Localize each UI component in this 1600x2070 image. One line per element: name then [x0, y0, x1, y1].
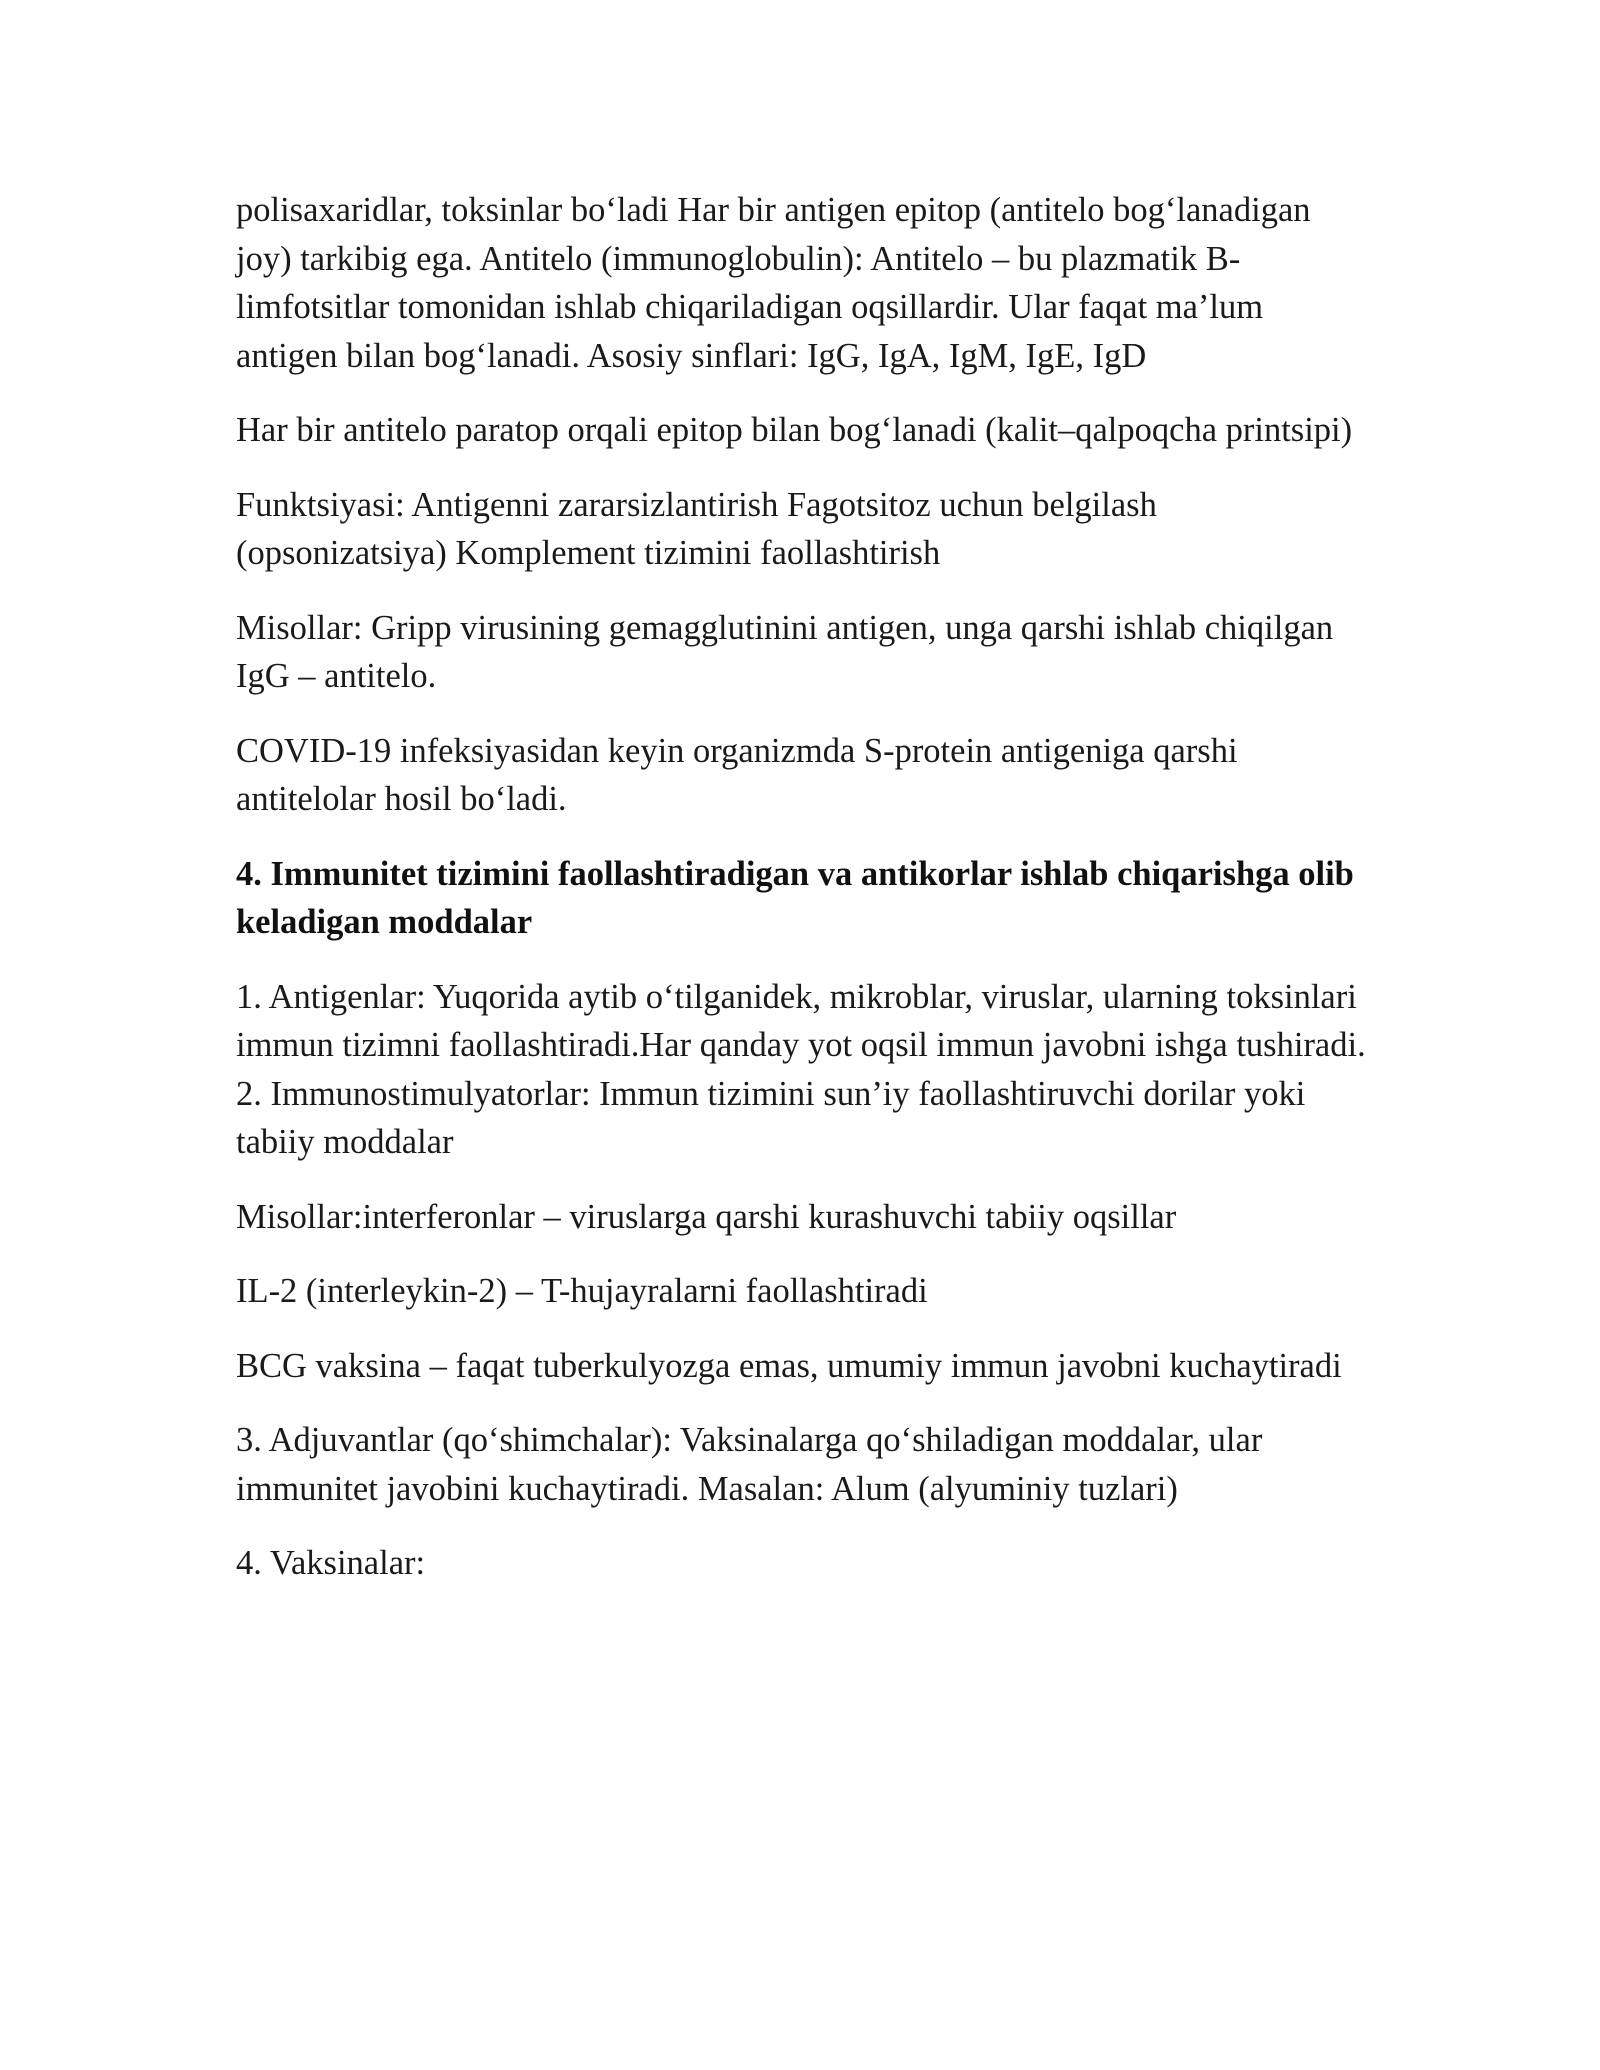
paragraph-interferonlar: Misollar:interferonlar – viruslarga qarshi kurashuvchi tabiiy oqsillar	[236, 1197, 1177, 1236]
paragraph-funktsiyasi: Funktsiyasi: Antigenni zararsizlantirish Fagotsitoz uchun belgilash (opsonizatsiya) Komplement tizimini faollashtirish	[236, 485, 1157, 572]
paragraph-il2: IL-2 (interleykin-2) – T-hujayralarni faollashtiradi	[236, 1272, 928, 1310]
paragraph-misollar-gripp: Misollar: Gripp virusining gemagglutinini antigen, unga qarshi ishlab chiqilgan IgG – antitelo.	[236, 608, 1334, 695]
document-body	[236, 186, 1366, 1614]
paragraph-adjuvantlar: 3. Adjuvantlar (qo‘shimchalar): Vaksinalarga qo‘shiladigan moddalar, ular immunitet javobini kuchaytiradi. Masalan: Alum (alyuminiy tuzlari)	[236, 1421, 1263, 1508]
paragraph-vaksinalar: 4. Vaksinalar:	[236, 1544, 426, 1582]
paragraph-antigen-antitelo: polisaxaridlar, toksinlar bo‘ladi Har bir antigen epitop (antitelo bog‘lanadigan joy) tarkibig ega. Antitelo (immunoglobulin): Antitelo – bu plazmatik B-limfotsitlar tomonidan ishlab chiqariladigan oqsillardir. Ular faqat ma’lum antigen bilan bog‘lanadi. Asosiy sinflari: IgG, IgA, IgM, IgE, IgD	[236, 191, 1311, 375]
section-heading: 4. Immunitet tizimini faollashtiradigan va antikorlar ishlab chiqarishga olib keladigan moddalar	[236, 854, 1354, 941]
paragraph-covid: COVID-19 infeksiyasidan keyin organizmda S-protein antigeniga qarshi antitelolar hosil bo‘ladi.	[236, 731, 1238, 818]
paragraph-bcg: BCG vaksina – faqat tuberkulyozga emas, umumiy immun javobni kuchaytiradi	[236, 1346, 1342, 1385]
paragraph-paratop: Har bir antitelo paratop orqali epitop bilan bog‘lanadi (kalit–qalpoqcha printsipi)	[236, 411, 1353, 449]
paragraph-antigenlar: 1. Antigenlar: Yuqorida aytib o‘tilganidek, mikroblar, viruslar, ularning toksinlari immun tizimni faollashtiradi.Har qanday yot oqsil immun javobni ishga tushiradi. 2. Immunostimulyatorlar: Immun tizimini sun’iy faollashtiruvchi dorilar yoki tabiiy moddalar	[236, 977, 1366, 1161]
